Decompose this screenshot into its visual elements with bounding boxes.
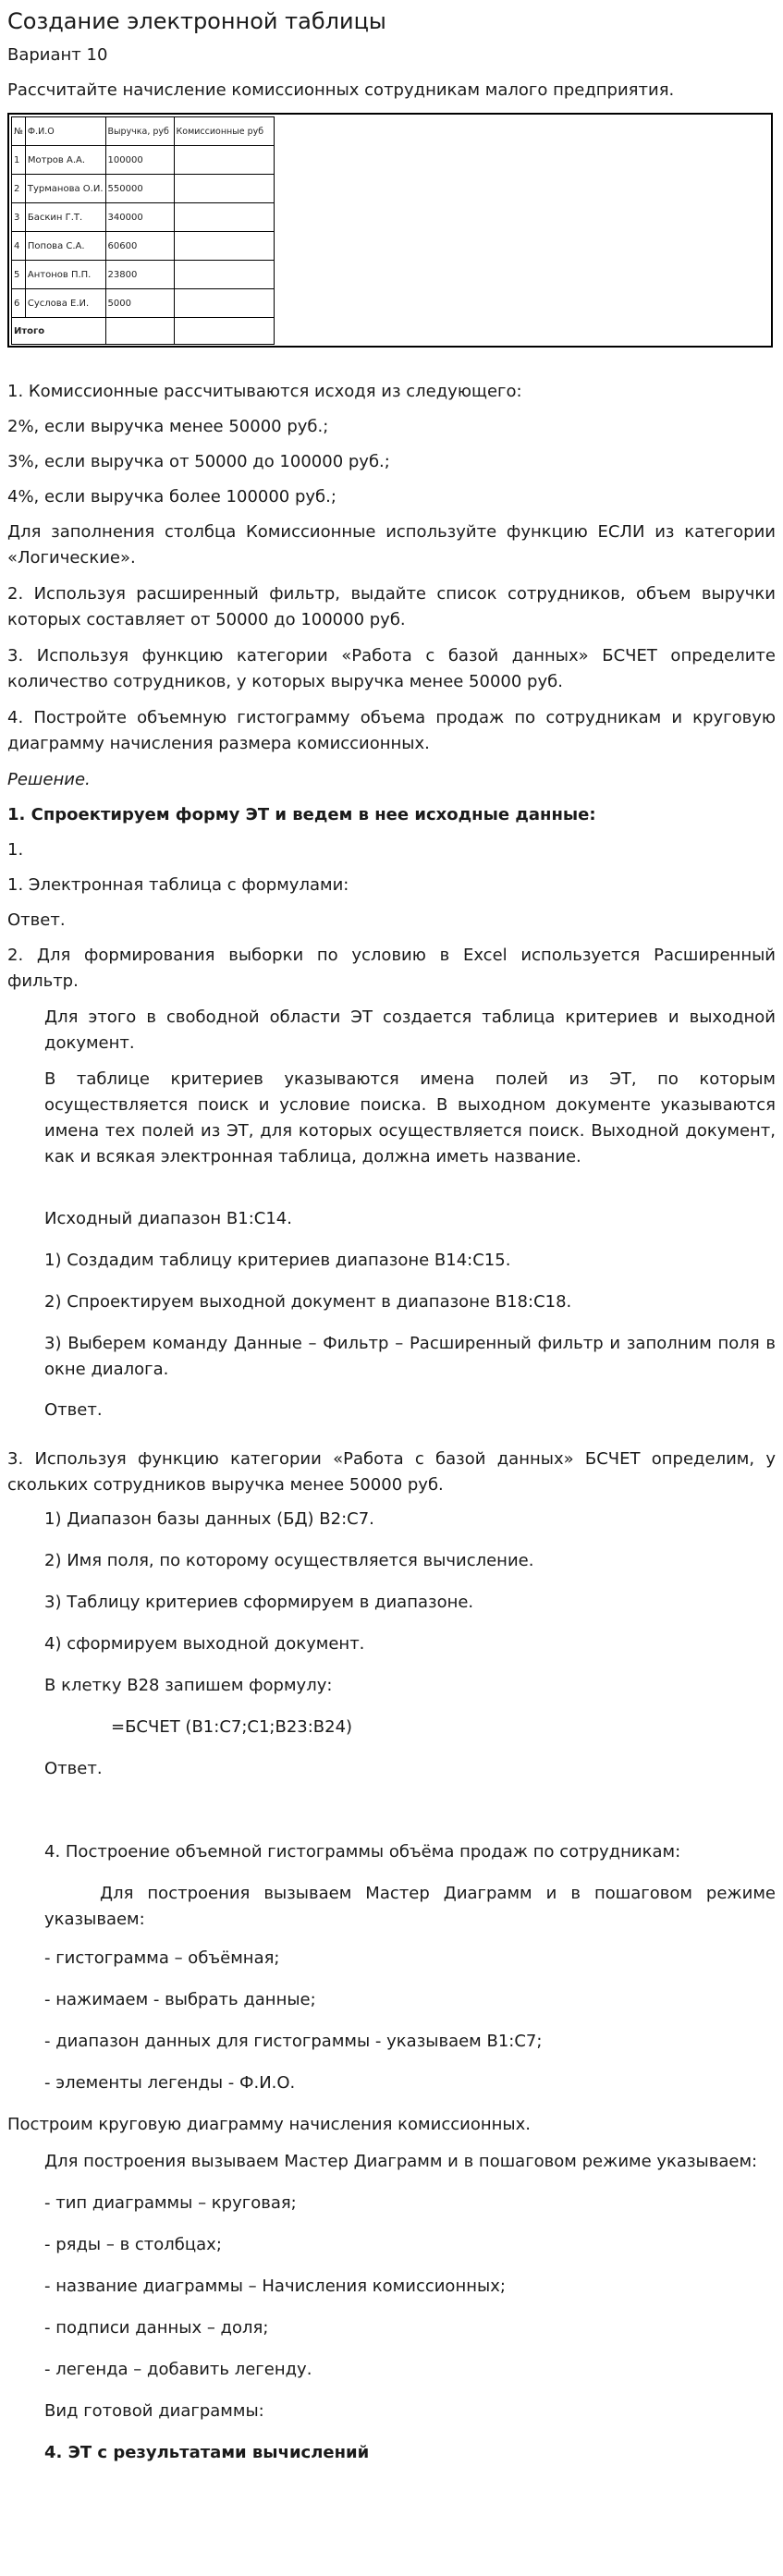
- paragraph: 1. Комиссионные рассчитываются исходя из следующего:: [7, 382, 522, 401]
- row-number: 4: [12, 232, 26, 261]
- row-revenue: 60600: [105, 232, 174, 261]
- paragraph: 1. Электронная таблица с формулами:: [7, 875, 349, 895]
- total-row: [12, 318, 275, 345]
- list-item: - диапазон данных для гистограммы - указываем B1:C7;: [44, 2032, 543, 2051]
- list-item: - нажимаем - выбрать данные;: [44, 1990, 316, 2009]
- row-revenue: 550000: [105, 175, 174, 203]
- formula: =БСЧЕТ (B1:C7;C1;B23:B24): [111, 1717, 353, 1737]
- paragraph: 4%, если выручка более 100000 руб.;: [7, 487, 336, 507]
- row-commission: [174, 289, 274, 318]
- paragraph: 1) Создадим таблицу критериев диапазоне B14:C15.: [44, 1251, 511, 1270]
- task-statement: Рассчитайте начисление комиссионных сотрудникам малого предприятия.: [7, 80, 675, 100]
- total-revenue: [105, 318, 174, 345]
- row-commission: [174, 203, 274, 232]
- table-row: [12, 175, 275, 203]
- document-title: Создание электронной таблицы: [7, 8, 386, 34]
- row-number: 2: [12, 175, 26, 203]
- list-item: - ряды – в столбцах;: [44, 2235, 222, 2254]
- section-heading: 1. Спроектируем форму ЭТ и ведем в нее исходные данные:: [7, 805, 596, 824]
- paragraph: Для построения вызываем Мастер Диаграмм и в пошаговом режиме указываем:: [44, 2152, 758, 2171]
- paragraph: В клетку B28 запишем формулу:: [44, 1676, 333, 1695]
- row-name: Турманова О.И.: [25, 175, 105, 203]
- header-revenue: Выручка, руб: [105, 117, 174, 146]
- row-revenue: 23800: [105, 261, 174, 289]
- row-commission: [174, 232, 274, 261]
- row-name: Попова С.А.: [25, 232, 105, 261]
- list-item: - легенда – добавить легенду.: [44, 2360, 312, 2379]
- solution-heading: Решение.: [7, 770, 91, 789]
- paragraph: Построим круговую диаграмму начисления комиссионных.: [7, 2115, 531, 2134]
- answer-label: Ответ.: [7, 910, 66, 930]
- paragraph: 1) Диапазон базы данных (БД) B2:C7.: [44, 1509, 374, 1529]
- row-commission: [174, 146, 274, 175]
- row-name: Мотров А.А.: [25, 146, 105, 175]
- paragraph: 3. Используя функцию категории «Работа с базой данных» БСЧЕТ определите количество сотрудников, у которых выручка менее 50000 руб.: [7, 646, 776, 691]
- paragraph: 3) Выберем команду Данные – Фильтр – Расширенный фильтр и заполним поля в окне диалога.: [44, 1334, 776, 1379]
- table-row: [12, 261, 275, 289]
- table-header-row: [12, 117, 275, 146]
- paragraph: 4. Построение объемной гистограммы объёма продаж по сотрудникам:: [44, 1842, 681, 1862]
- list-item: - тип диаграммы – круговая;: [44, 2193, 297, 2213]
- section-heading: 4. ЭТ с результатами вычислений: [44, 2443, 370, 2462]
- row-commission: [174, 261, 274, 289]
- row-number: 6: [12, 289, 26, 318]
- paragraph: Вид готовой диаграммы:: [44, 2401, 264, 2421]
- header-number: №: [12, 117, 26, 146]
- spreadsheet-image: [7, 113, 773, 348]
- paragraph: 2. Используя расширенный фильтр, выдайте список сотрудников, объем выручки которых составляет от 50000 до 100000 руб.: [7, 584, 776, 629]
- row-name: Суслова Е.И.: [25, 289, 105, 318]
- table-row: [12, 232, 275, 261]
- row-name: Баскин Г.Т.: [25, 203, 105, 232]
- paragraph: 1.: [7, 840, 24, 860]
- row-revenue: 5000: [105, 289, 174, 318]
- row-number: 3: [12, 203, 26, 232]
- variant-label: Вариант 10: [7, 45, 108, 65]
- row-revenue: 100000: [105, 146, 174, 175]
- answer-label: Ответ.: [44, 1759, 103, 1778]
- paragraph: 2%, если выручка менее 50000 руб.;: [7, 417, 329, 436]
- header-commission: Комиссионные руб: [174, 117, 274, 146]
- table-row: [12, 289, 275, 318]
- paragraph: Для построения вызываем Мастер Диаграмм и в пошаговом режиме указываем:: [44, 1884, 776, 1929]
- list-item: - название диаграммы – Начисления комиссионных;: [44, 2277, 506, 2296]
- list-item: - элементы легенды - Ф.И.О.: [44, 2073, 296, 2093]
- row-name: Антонов П.П.: [25, 261, 105, 289]
- list-item: - подписи данных – доля;: [44, 2318, 269, 2338]
- paragraph: 3. Используя функцию категории «Работа с базой данных» БСЧЕТ определим, у скольких сотрудников выручка менее 50000 руб.: [7, 1449, 776, 1495]
- row-number: 1: [12, 146, 26, 175]
- row-commission: [174, 175, 274, 203]
- paragraph: 2) Спроектируем выходной документ в диапазоне B18:C18.: [44, 1292, 572, 1312]
- row-revenue: 340000: [105, 203, 174, 232]
- total-commission: [174, 318, 274, 345]
- paragraph: 2) Имя поля, по которому осуществляется вычисление.: [44, 1551, 534, 1570]
- paragraph: Исходный диапазон B1:C14.: [44, 1209, 292, 1228]
- row-number: 5: [12, 261, 26, 289]
- table-row: [12, 146, 275, 175]
- paragraph: 4) сформируем выходной документ.: [44, 1634, 365, 1654]
- paragraph: 3) Таблицу критериев сформируем в диапазоне.: [44, 1593, 474, 1612]
- paragraph: 4. Постройте объемную гистограмму объема продаж по сотрудникам и круговую диаграмму начисления размера комиссионных.: [7, 708, 776, 753]
- paragraph: 3%, если выручка от 50000 до 100000 руб.;: [7, 452, 390, 471]
- paragraph: Для этого в свободной области ЭТ создается таблица критериев и выходной документ.: [44, 1007, 776, 1053]
- paragraph: 2. Для формирования выборки по условию в Excel используется Расширенный фильтр.: [7, 946, 776, 991]
- commission-table: [11, 116, 275, 345]
- total-label: Итого: [12, 318, 106, 345]
- paragraph: В таблице критериев указываются имена полей из ЭТ, по которым осуществляется поиск и условие поиска. В выходном документе указываются имена тех полей из ЭТ, для которых осуществляется поиск. Выходной документ, как и всякая электронная таблица, должна иметь название.: [44, 1069, 776, 1166]
- header-name: Ф.И.О: [25, 117, 105, 146]
- answer-label: Ответ.: [44, 1400, 103, 1420]
- table-row: [12, 203, 275, 232]
- paragraph: Для заполнения столбца Комиссионные используйте функцию ЕСЛИ из категории «Логические».: [7, 522, 776, 568]
- list-item: - гистограмма – объёмная;: [44, 1948, 280, 1968]
